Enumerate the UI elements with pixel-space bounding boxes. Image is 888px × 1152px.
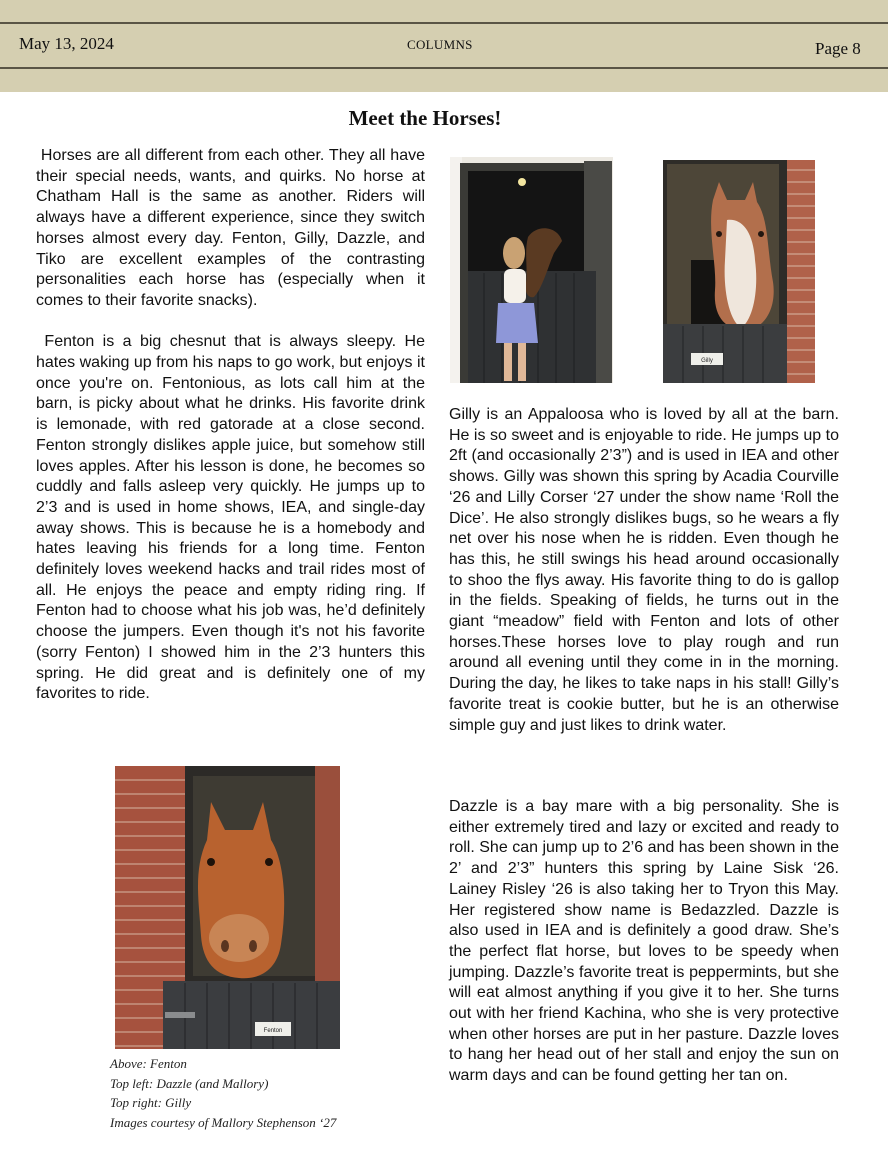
intro-paragraph: Horses are all different from each other. They all have their special needs, wants, and quirks. No horse at Chatham Hall is the same as another. Riders will always have a different experience, since they switch horses almost every day. Fenton, Gilly, Dazzle, and Tiko are excellent examples of the contrasting personalities each horse has (especially when it comes to their favorite snacks). — [36, 147, 430, 309]
issue-date: May 13, 2024 — [19, 34, 114, 53]
masthead-band — [0, 0, 888, 92]
section-name: COLUMNS — [407, 37, 473, 52]
caption-gilly: Top right: Gilly — [110, 1095, 192, 1110]
fenton-photo — [115, 766, 340, 1049]
left-column — [36, 146, 430, 726]
caption-fenton: Above: Fenton — [110, 1056, 187, 1071]
gilly-photo — [663, 160, 815, 383]
fenton-nameplate-text: Fenton — [263, 1028, 283, 1034]
dazzle-paragraph: Dazzle is a bay mare with a big personality. She is either extremely tired and lazy or excited and ready to roll. She can jump up to 2’6 and has been shown in the 2’ and 2’3” hunters this spring by Laine Sisk ‘26. Lainey Risley ‘26 is also taking her to Tryon this May. Her registered show name is Bedazzled. Dazzle is also used in IEA and is definitely a good draw. She’s the perfect flat horse, but loves to be speedy when jumping. Dazzle’s favorite treat is peppermints, but she will eat almost anything if you give it to her. She turns out with her friend Kachina, who she is very protective when other horses are put in her pasture. Dazzle loves to hang her head out of her stall and enjoy the sun on warm days and can be found getting her tan on. — [449, 798, 839, 1085]
dazzle-photo — [450, 157, 613, 383]
photo-captions — [110, 1054, 410, 1132]
page-number: Page 8 — [815, 39, 861, 58]
fenton-paragraph: Fenton is a big chesnut that is always sleepy. He hates waking up from his naps to go work, but enjoys it once you're on. Fentonious, as lots call him at the barn, is picky about what he drinks. His favorite drink is lemonade, with red gatorade at a close second. Fenton strongly dislikes apple juice, but somehow still loves apples. After his lesson is done, he becomes so cuddly and falls asleep very quickly. He jumps up to 2’3 and is used in home shows, IEA, and single-day away shows. This is because he is a homebody and hates leaving his friends for a long time. Fenton definitely loves weekend hacks and trail rides most of all. He enjoys the peace and empty riding ring. If Fenton had to choose what his job was, he’d definitely choose the jumpers. Even though it's not his favorite (sorry Fenton) I showed him in the 2’3 hunters this spring. He did great and is definitely one of my favorites to ride. — [36, 333, 430, 703]
caption-credit: Images courtesy of Mallory Stephenson ‘27 — [110, 1114, 337, 1130]
masthead-rule-top — [0, 22, 888, 24]
gilly-paragraph: Gilly is an Appaloosa who is loved by all at the barn. He is so sweet and is enjoyable to ride. He jumps up to 2ft (and occasionally 2’3”) and is used in IEA and other shows. Gilly was shown this spring by Acadia Courville ‘26 and Lilly Corser ‘27 under the show name ‘Roll the Dice’. He also strongly dislikes bugs, so he wears a fly net over his nose when he is ridden. Even though he has this, he still swings his head around occasionally to shoo the flys away. His favorite thing to do is gallop in the fields. Speaking of fields, he turns out in the giant “meadow” field with Fenton and lots of other horses.These horses love to play rough and run around all evening until they come in in the morning. During the day, he likes to take naps in his stall! Gilly’s favorite treat is cookie butter, but he is an otherwise simple guy and just likes to drink water. — [449, 406, 839, 734]
caption-dazzle: Top left: Dazzle (and Mallory) — [110, 1075, 269, 1091]
article-title: Meet the Horses! — [348, 106, 502, 130]
masthead-rule-bottom — [0, 67, 888, 69]
gilly-nameplate-text: Gilly — [701, 358, 713, 364]
